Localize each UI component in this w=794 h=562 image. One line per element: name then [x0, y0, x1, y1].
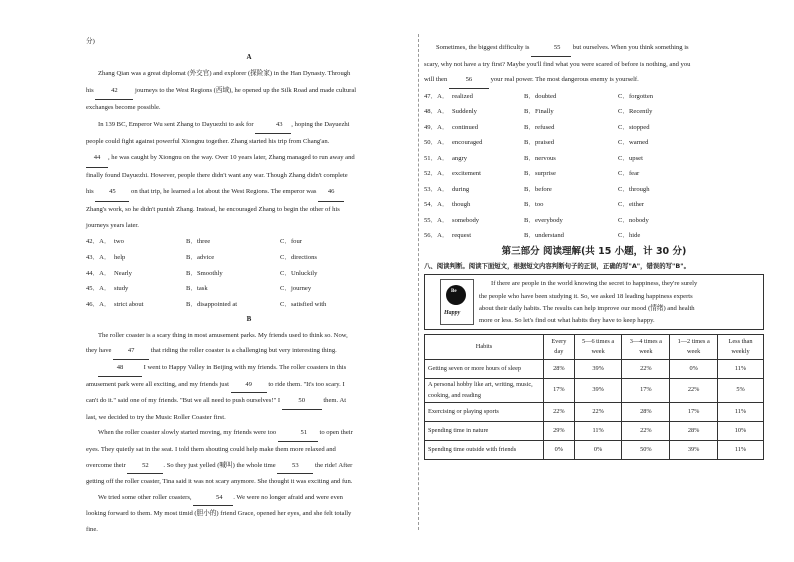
- table-row: [425, 360, 764, 379]
- passage-line: overcome their 52 . So they just yelled (喊叫) the whole time 53 the ride! After: [86, 458, 412, 475]
- column-header-habits: Habits: [425, 335, 544, 360]
- passage-line: 48 I went to Happy Valley in Beijing with my friends. The roller coasters in this: [86, 360, 412, 377]
- percent-cell: 22%: [544, 403, 575, 422]
- option-c[interactable]: C．Recently: [618, 108, 653, 116]
- option-number: 48．A．: [424, 108, 449, 116]
- option-a[interactable]: continued: [452, 123, 479, 131]
- option-a[interactable]: during: [452, 185, 470, 193]
- percent-cell: 11%: [718, 360, 764, 379]
- passage-line: journeys years later.: [86, 221, 139, 229]
- option-row: [424, 228, 764, 244]
- option-b[interactable]: B．nervous: [524, 154, 556, 162]
- passage-line: about their daily habits. The results can help improve our mood (情绪) and health: [479, 305, 695, 313]
- option-c[interactable]: C．hide: [618, 232, 641, 240]
- option-a[interactable]: Nearly: [114, 269, 132, 277]
- habit-cell: Exercising or playing sports: [425, 403, 544, 422]
- blank-48[interactable]: 48: [98, 360, 142, 377]
- blank-53[interactable]: 53: [277, 458, 313, 475]
- percent-cell: 0%: [574, 441, 622, 460]
- blank-52[interactable]: 52: [127, 458, 163, 475]
- instruction-line: 八、阅读判断。阅读下面短文，根据短文内容判断句子的正误，正确的写"A"，错误的写"B"。: [424, 261, 690, 270]
- blank-54[interactable]: 54: [193, 490, 233, 507]
- blank-56[interactable]: 56: [449, 72, 489, 89]
- habit-cell: Getting seven or more hours of sleep: [425, 360, 544, 379]
- blank-51[interactable]: 51: [278, 425, 318, 442]
- percent-cell: 17%: [544, 379, 575, 403]
- percent-cell: 28%: [544, 360, 575, 379]
- right-column: [424, 40, 764, 460]
- option-a[interactable]: realized: [452, 92, 473, 100]
- option-row: [424, 213, 764, 229]
- percent-cell: 28%: [622, 403, 670, 422]
- option-a[interactable]: Suddenly: [452, 108, 477, 116]
- option-row: [424, 135, 764, 151]
- option-row: [424, 104, 764, 120]
- passage-line: will then 56 your real power. The most dangerous enemy is yourself.: [424, 72, 764, 89]
- options-47-56: [424, 89, 764, 244]
- blank-44[interactable]: 44: [86, 150, 108, 167]
- option-c[interactable]: C．stopped: [618, 123, 650, 131]
- passage-line: We tried some other roller coasters, 54 . We were no longer afraid and were even: [86, 490, 412, 507]
- passage-line: can't do it." said one of my friends. "But we all need to push ourselves!" I 50 them. At: [86, 393, 412, 410]
- percent-cell: 5%: [718, 379, 764, 403]
- part-three-title: 第三部分 阅读理解(共 15 小题，计 30 分): [501, 245, 687, 257]
- be-happy-logo: [440, 279, 474, 325]
- passage-line: the people who have been studying it. So, we asked 18 leading happiness experts: [479, 292, 693, 300]
- percent-cell: 11%: [718, 403, 764, 422]
- option-b[interactable]: B．Smoothly: [186, 269, 223, 277]
- blank-45[interactable]: 45: [95, 184, 129, 201]
- option-row: [86, 250, 412, 266]
- percent-cell: 0%: [670, 360, 718, 379]
- passage-line: more or less. So let's find out what habits they have to keep happy.: [479, 317, 655, 325]
- column-divider: [418, 34, 419, 530]
- column-header-frequency: 5—6 times a week: [574, 335, 622, 360]
- option-b[interactable]: B．too: [524, 201, 544, 209]
- option-row: [86, 281, 412, 297]
- passage-a: [86, 66, 412, 234]
- option-number: 45．A．: [86, 285, 111, 293]
- option-row: [424, 197, 764, 213]
- passage-line: In 139 BC, Emperor Wu sent Zhang to Dayuezhi to ask for 43 , hoping the Dayuezhi: [86, 117, 412, 134]
- option-number: 46．A．: [86, 300, 111, 308]
- left-column: [86, 38, 412, 538]
- percent-cell: 10%: [718, 422, 764, 441]
- option-c[interactable]: C．warned: [618, 139, 649, 147]
- column-header-frequency: Every day: [544, 335, 575, 360]
- option-c[interactable]: C．either: [618, 201, 645, 209]
- option-a[interactable]: though: [452, 201, 471, 209]
- percent-cell: 39%: [574, 360, 622, 379]
- option-b[interactable]: B．surprise: [524, 170, 556, 178]
- passage-line: looking forward to them. My most timid (胆小的) friend Grace, opened her eyes, and she felt totally: [86, 510, 352, 518]
- option-b[interactable]: B．praised: [524, 139, 555, 147]
- passage-line: fine.: [86, 525, 98, 533]
- column-header-frequency: Less than weekly: [718, 335, 764, 360]
- option-number: 55．A．: [424, 216, 449, 224]
- percent-cell: 28%: [670, 422, 718, 441]
- option-b[interactable]: B．Finally: [524, 108, 554, 116]
- blank-46[interactable]: 46: [318, 184, 344, 201]
- percent-cell: 0%: [544, 441, 575, 460]
- option-number: 54．A．: [424, 201, 449, 209]
- option-b[interactable]: B．everybody: [524, 216, 563, 224]
- passage-line: getting off the roller coaster, Tina said it was not scary anymore. She thought it was exciting and fun.: [86, 478, 353, 486]
- option-b[interactable]: B．three: [186, 238, 211, 246]
- option-a[interactable]: angry: [452, 154, 468, 162]
- option-a[interactable]: request: [452, 232, 472, 240]
- option-c[interactable]: C．journey: [280, 285, 312, 293]
- table-row: [425, 379, 764, 403]
- habit-cell: Spending time in nature: [425, 422, 544, 441]
- percent-cell: 22%: [622, 422, 670, 441]
- passage-line: people could fight against powerful Xiongnu together. Zhang started his trip from Chang'an.: [86, 137, 330, 145]
- table-header-row: [425, 335, 764, 360]
- option-row: [424, 166, 764, 182]
- passage-line: When the roller coaster slowly started moving, my friends were too 51 to open their: [86, 425, 412, 442]
- blank-49[interactable]: 49: [231, 377, 267, 394]
- habit-cell: Spending time outside with friends: [425, 441, 544, 460]
- passage-line: The roller coaster is a scary thing in most amusement parks. My friends used to think so. Now,: [98, 331, 348, 339]
- option-b[interactable]: B．disappointed at: [186, 300, 238, 308]
- option-number: 50．A．: [424, 139, 449, 147]
- option-row: [424, 120, 764, 136]
- option-c[interactable]: C．satisfied with: [280, 300, 327, 308]
- habit-cell: A personal hobby like art, writing, music, cooking, and reading: [425, 379, 544, 403]
- passage-line: last, we decided to try the Music Roller Coaster first.: [86, 413, 226, 421]
- option-a[interactable]: study: [114, 285, 129, 293]
- percent-cell: 17%: [670, 403, 718, 422]
- options-42-46: [86, 234, 412, 312]
- option-a[interactable]: two: [114, 238, 124, 246]
- passage-line: his 45 on that trip, he learned a lot about the West Regions. The emperor was 46: [86, 184, 412, 201]
- percent-cell: 11%: [574, 422, 622, 441]
- passage-line: scary, why not have a try first? Maybe you'll find what you were scared of before is nothing, and you: [424, 60, 691, 68]
- percent-cell: 22%: [574, 403, 622, 422]
- passage-line: If there are people in the world knowing the secret to happiness, they're surely: [491, 280, 698, 288]
- habits-table: [424, 334, 764, 460]
- percent-cell: 22%: [622, 360, 670, 379]
- column-header-frequency: 1—2 times a week: [670, 335, 718, 360]
- passage-line: 44 , he was caught by Xiongnu on the way. Over 10 years later, Zhang managed to run away and: [86, 150, 412, 167]
- reading-box: [424, 274, 764, 330]
- option-number: 44．A．: [86, 269, 111, 277]
- passage-line: his 42 journeys to the West Regions (西域), he opened up the Silk Road and made cultural: [86, 83, 412, 100]
- blank-50[interactable]: 50: [282, 393, 322, 410]
- passage-line: Zhang's work, so he didn't punish Zhang. Instead, he encouraged Zhang to begin the other of his: [86, 205, 340, 213]
- passage-line: they have 47 that riding the roller coaster is a challenging but very interesting thing.: [86, 343, 412, 360]
- section-fragment: 分): [86, 38, 95, 45]
- option-number: 49．A．: [424, 123, 449, 131]
- option-b[interactable]: B．advice: [186, 253, 215, 261]
- logo-text-happy: Happy: [444, 310, 461, 317]
- option-c[interactable]: C．directions: [280, 253, 317, 261]
- option-number: 51．A．: [424, 154, 449, 162]
- passage-line: amusement park were all exciting, and my friends just 49 to ride them. "It's too scary. I: [86, 377, 412, 394]
- percent-cell: 11%: [718, 441, 764, 460]
- blank-55[interactable]: 55: [531, 40, 571, 57]
- percent-cell: 39%: [574, 379, 622, 403]
- option-row: [86, 297, 412, 313]
- table-row: [425, 403, 764, 422]
- option-row: [424, 151, 764, 167]
- option-c[interactable]: C．upset: [618, 154, 643, 162]
- table-body: [425, 360, 764, 460]
- option-row: [424, 89, 764, 105]
- blank-42[interactable]: 42: [95, 83, 133, 100]
- option-a[interactable]: strict about: [114, 300, 144, 308]
- option-b[interactable]: B．task: [186, 285, 208, 293]
- option-number: 56．A．: [424, 232, 449, 240]
- option-c[interactable]: C．nobody: [618, 216, 649, 224]
- percent-cell: 39%: [670, 441, 718, 460]
- option-c[interactable]: C．fear: [618, 170, 640, 178]
- table-row: [425, 441, 764, 460]
- percent-cell: 50%: [622, 441, 670, 460]
- option-c[interactable]: C．Unluckily: [280, 269, 318, 277]
- option-a[interactable]: somebody: [452, 216, 480, 224]
- option-b[interactable]: B．doubted: [524, 92, 557, 100]
- option-number: 42．A．: [86, 238, 111, 246]
- option-c[interactable]: C．through: [618, 185, 650, 193]
- option-a[interactable]: excitement: [452, 170, 481, 178]
- reading-intro: [479, 278, 757, 328]
- passage-line: finally found Dayuezhi. However, people there didn't want any war. Though Zhang didn't complete: [86, 171, 348, 179]
- column-header-frequency: 3—4 times a week: [622, 335, 670, 360]
- option-b[interactable]: B．refused: [524, 123, 555, 131]
- passage-line: Zhang Qian was a great diplomat (外交官) and explorer (探险家) in the Han Dynasty. Through: [98, 70, 351, 78]
- section-a-label: A: [246, 52, 252, 61]
- option-number: 53．A．: [424, 185, 449, 193]
- blank-47[interactable]: 47: [113, 343, 149, 360]
- percent-cell: 22%: [670, 379, 718, 403]
- logo-text-be: Be: [451, 289, 457, 295]
- passage-b-continued: [424, 40, 764, 89]
- option-number: 43．A．: [86, 253, 111, 261]
- passage-b: [86, 328, 412, 538]
- percent-cell: 17%: [622, 379, 670, 403]
- option-a[interactable]: encouraged: [452, 139, 483, 147]
- option-b[interactable]: B．before: [524, 185, 552, 193]
- passage-line: exchanges become possible.: [86, 104, 161, 112]
- option-row: [86, 234, 412, 250]
- option-number: 52．A．: [424, 170, 449, 178]
- option-row: [86, 266, 412, 282]
- option-c[interactable]: C．four: [280, 238, 302, 246]
- passage-line: Sometimes, the biggest difficulty is 55 but ourselves. When you think something is: [424, 40, 764, 57]
- passage-line: eyes. They quietly sat in the seat. I told them shouting could help make them more relaxed and: [86, 445, 336, 453]
- option-c[interactable]: C．forgotten: [618, 92, 654, 100]
- option-number: 47．A．: [424, 92, 449, 100]
- option-a[interactable]: help: [114, 253, 126, 261]
- option-row: [424, 182, 764, 198]
- table-row: [425, 422, 764, 441]
- blank-43[interactable]: 43: [255, 117, 291, 134]
- section-b-label: B: [246, 315, 252, 324]
- percent-cell: 29%: [544, 422, 575, 441]
- option-b[interactable]: B．understand: [524, 232, 564, 240]
